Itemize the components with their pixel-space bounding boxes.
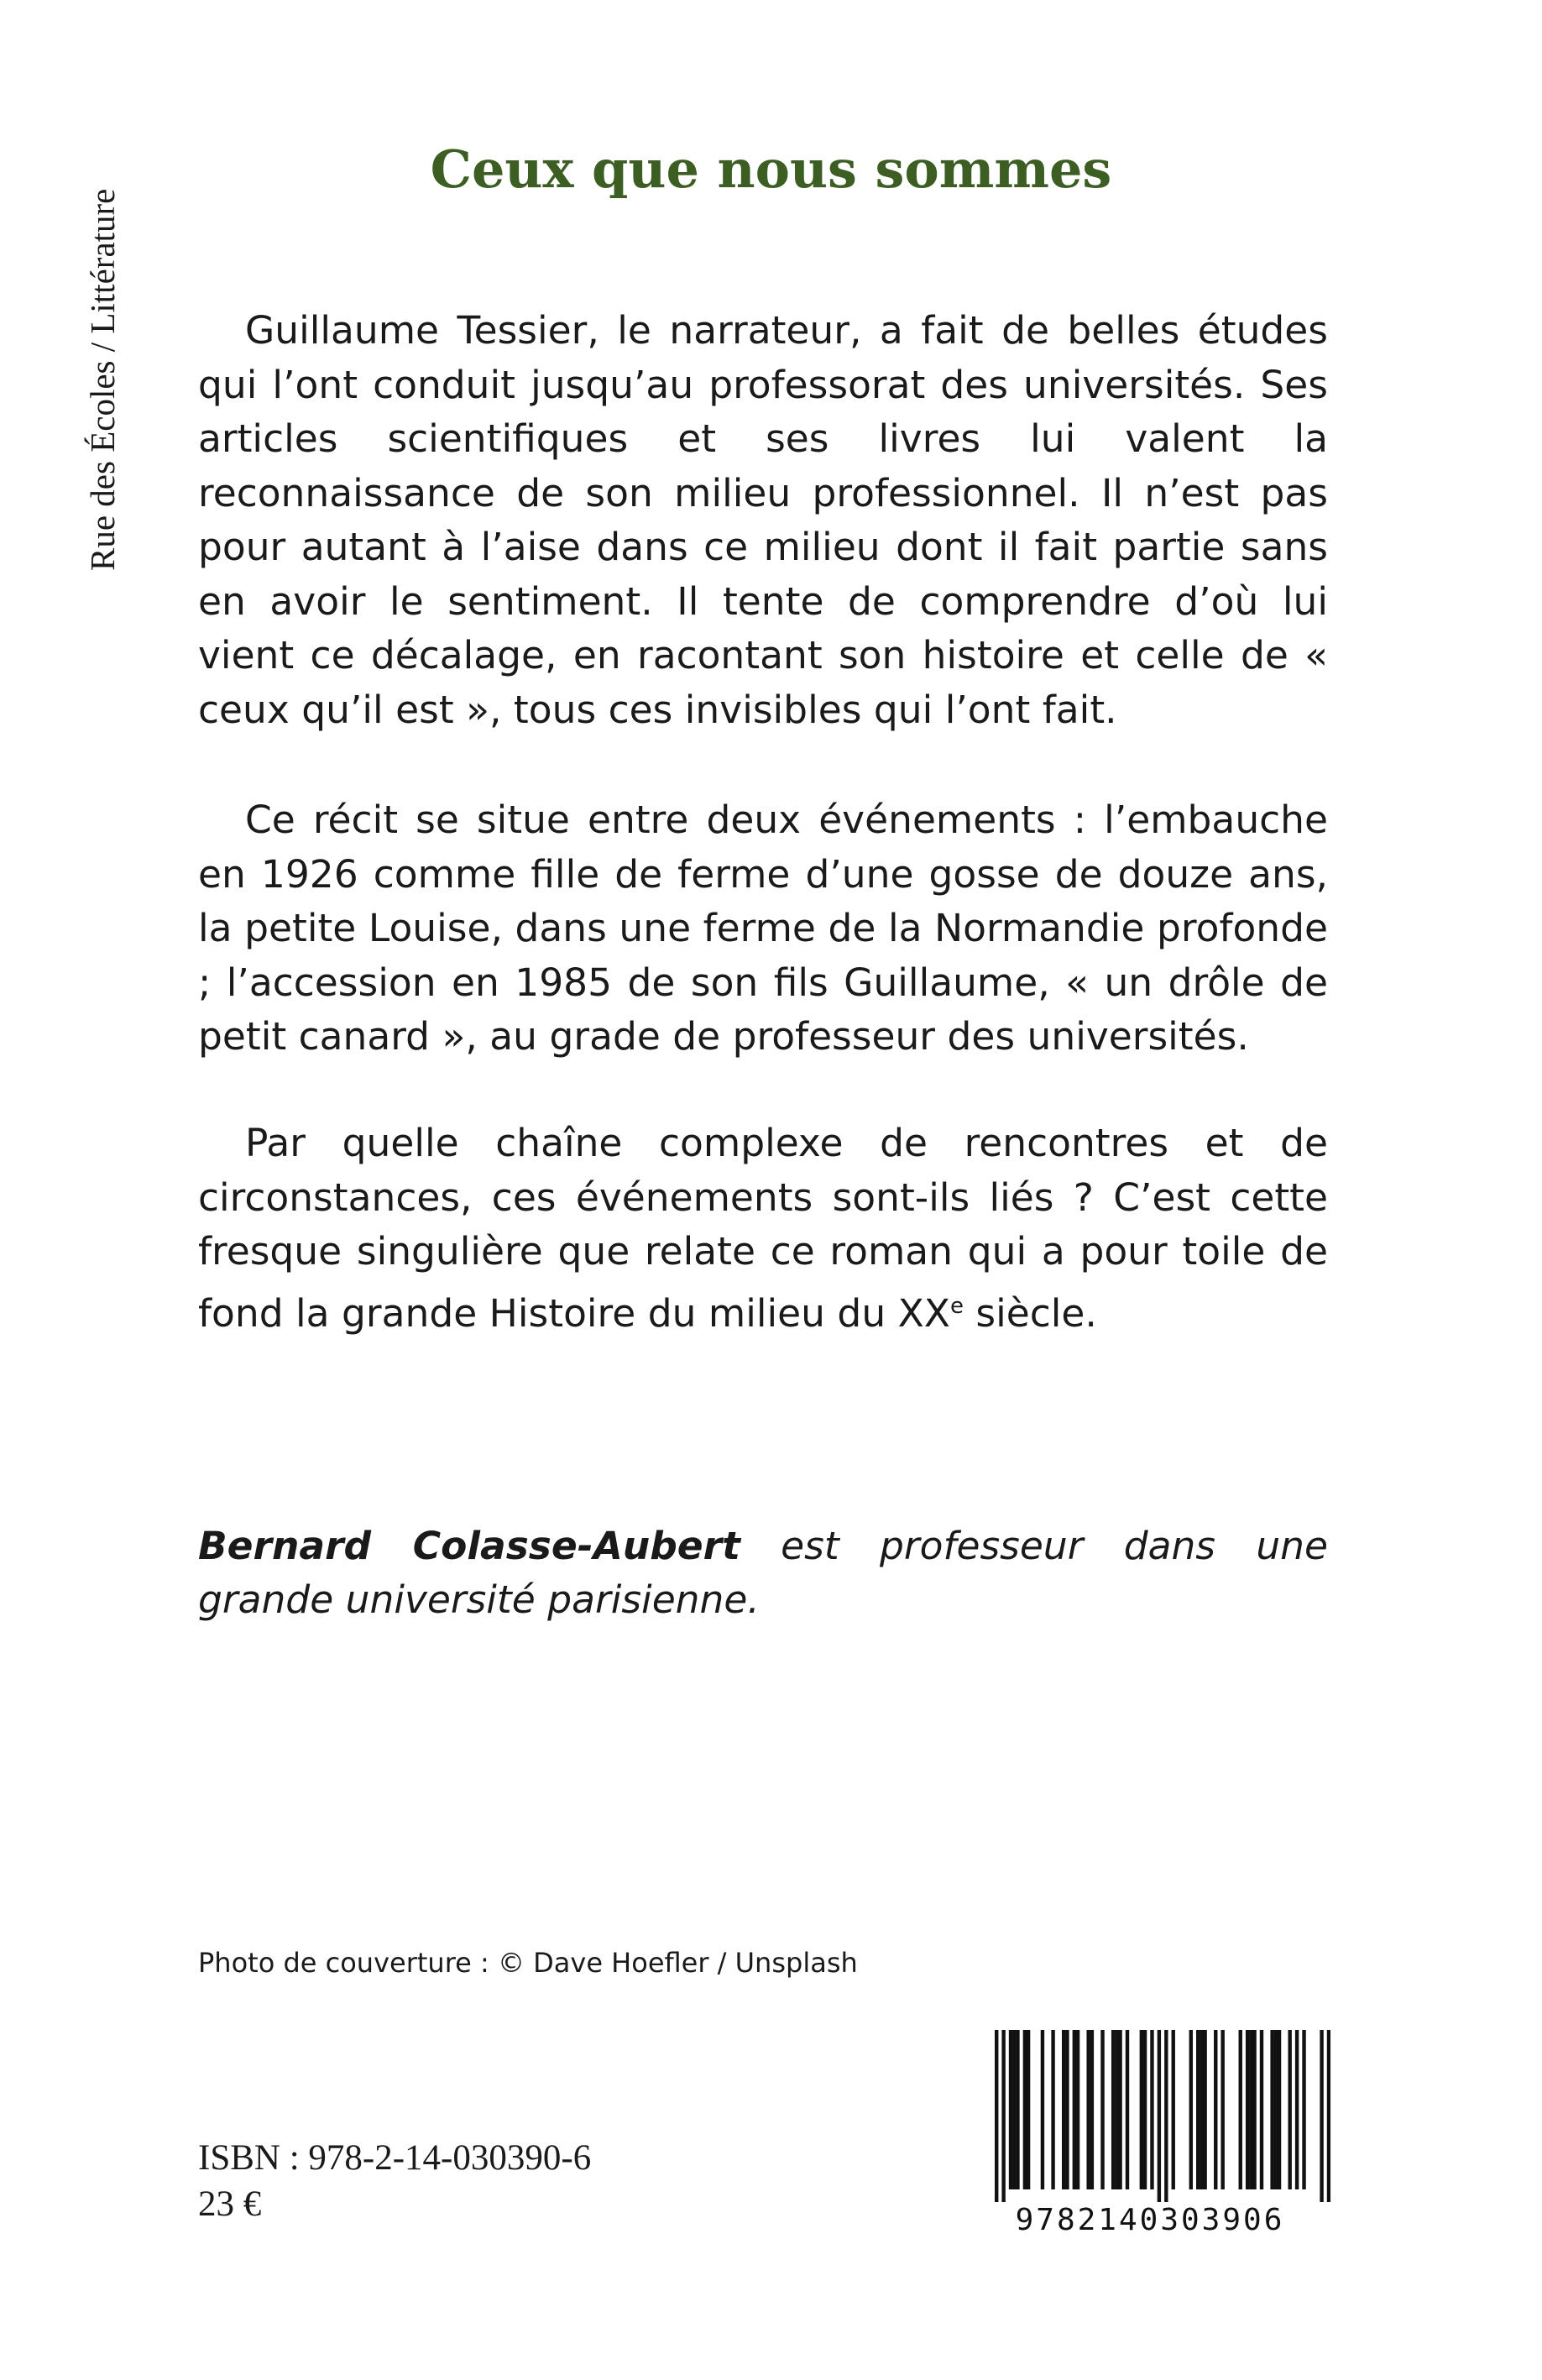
author-bio-text: est professeur dans une grande université parisienne. — [198, 1524, 1328, 1622]
barcode-bar — [1295, 2030, 1299, 2189]
barcode-bar — [1140, 2030, 1143, 2189]
summary-paragraph-2 — [198, 793, 1328, 1064]
barcode-bar — [1051, 2030, 1054, 2189]
barcode-bar — [1200, 2030, 1203, 2189]
barcode-bar — [1302, 2030, 1305, 2189]
barcode-bar — [1164, 2030, 1168, 2202]
barcode-bar — [1100, 2030, 1104, 2189]
price: 23 € — [198, 2184, 262, 2224]
barcode-bar — [1214, 2030, 1217, 2189]
author-name: Bernard Colasse-Aubert — [198, 1524, 740, 1568]
barcode — [970, 2030, 1330, 2236]
barcode-bar — [1239, 2030, 1242, 2189]
summary-paragraph-1 — [198, 304, 1328, 737]
barcode-bar — [1278, 2030, 1281, 2189]
barcode-bar — [1118, 2030, 1121, 2189]
barcode-bar — [1062, 2030, 1065, 2189]
isbn-number: ISBN : 978-2-14-030390-6 — [198, 2138, 592, 2178]
barcode-bar — [1126, 2030, 1129, 2189]
barcode-bar — [1246, 2030, 1249, 2189]
barcode-bar — [1288, 2030, 1291, 2189]
barcode-bar — [1111, 2030, 1115, 2189]
paragraph-text: Ce récit se situe entre deux événements : l’embauche en 1926 comme fille de ferme d’une gosse de douze ans, la petite Louise, dans une ferme de la Normandie profonde ; l’accession en 1985 de son fils Guillaume, « un drôle de petit canard », au grade de professeur des universités. — [198, 798, 1328, 1059]
paragraph-text: Guillaume Tessier, le narrateur, a fait de belles études qui l’ont conduit jusqu’au professorat des universités. Ses articles scientifiques et ses livres lui valent la reconnaissance de son milieu professionnel. Il n’est pas pour autant à l’aise dans ce milieu dont il fait partie sans en avoir le sentiment. Il tente de comprendre d’où lui vient ce décalage, en racontant son histoire et celle de « ceux qu’il est », tous ces invisibles qui l’ont fait. — [198, 308, 1328, 732]
paragraph-text-end: siècle. — [963, 1290, 1097, 1336]
paragraph-text — [198, 1117, 1328, 1341]
barcode-bar — [1150, 2030, 1153, 2189]
barcode-bar — [1203, 2030, 1206, 2189]
barcode-bar — [1270, 2030, 1273, 2189]
barcode-bar — [1327, 2030, 1330, 2202]
barcode-bar — [1249, 2030, 1252, 2189]
barcode-bar — [1023, 2030, 1027, 2189]
barcode-bar — [1001, 2030, 1005, 2202]
barcode-bar — [1320, 2030, 1323, 2202]
barcode-bar — [1274, 2030, 1278, 2189]
photo-credit: Photo de couverture : © Dave Hoefler / Unsplash — [198, 1947, 858, 1979]
barcode-bar — [1221, 2030, 1224, 2189]
barcode-bar — [1143, 2030, 1147, 2189]
barcode-bar — [1196, 2030, 1200, 2189]
barcode-bar — [1016, 2030, 1019, 2189]
isbn-block — [198, 2135, 591, 2227]
century-superscript: e — [949, 1293, 964, 1319]
paragraph-text-main: Par quelle chaîne complexe de rencontres et de circonstances, ces événements sont-ils liés ? C’est cette fresque singulière que relate ce roman qui a pour toile de fond la grande Histoire du milieu du XX — [198, 1121, 1328, 1336]
barcode-bar — [1158, 2030, 1161, 2202]
barcode-bar — [1115, 2030, 1118, 2189]
book-title: Ceux que nous sommes — [430, 139, 1112, 200]
barcode-bar — [1252, 2030, 1256, 2189]
barcode-bar — [1086, 2030, 1090, 2189]
barcode-bar — [1012, 2030, 1016, 2189]
author-bio — [198, 1520, 1328, 1627]
summary-paragraph-3 — [198, 1117, 1328, 1341]
barcode-digits: 9782140303906 — [1015, 2203, 1285, 2236]
barcode-bar — [1065, 2030, 1069, 2189]
barcode-bar — [1073, 2030, 1076, 2189]
barcode-bar — [1027, 2030, 1030, 2189]
barcode-bar — [1189, 2030, 1193, 2189]
barcode-bar — [1090, 2030, 1094, 2189]
barcode-bar — [1041, 2030, 1044, 2189]
barcode-bar — [1260, 2030, 1263, 2189]
barcode-bar — [1172, 2030, 1175, 2189]
barcode-bars — [995, 2030, 1330, 2202]
barcode-bar — [1009, 2030, 1012, 2189]
barcode-bar — [995, 2030, 998, 2202]
barcode-bar — [1076, 2030, 1079, 2189]
spine-label: Rue des Écoles / Littérature — [83, 188, 122, 571]
